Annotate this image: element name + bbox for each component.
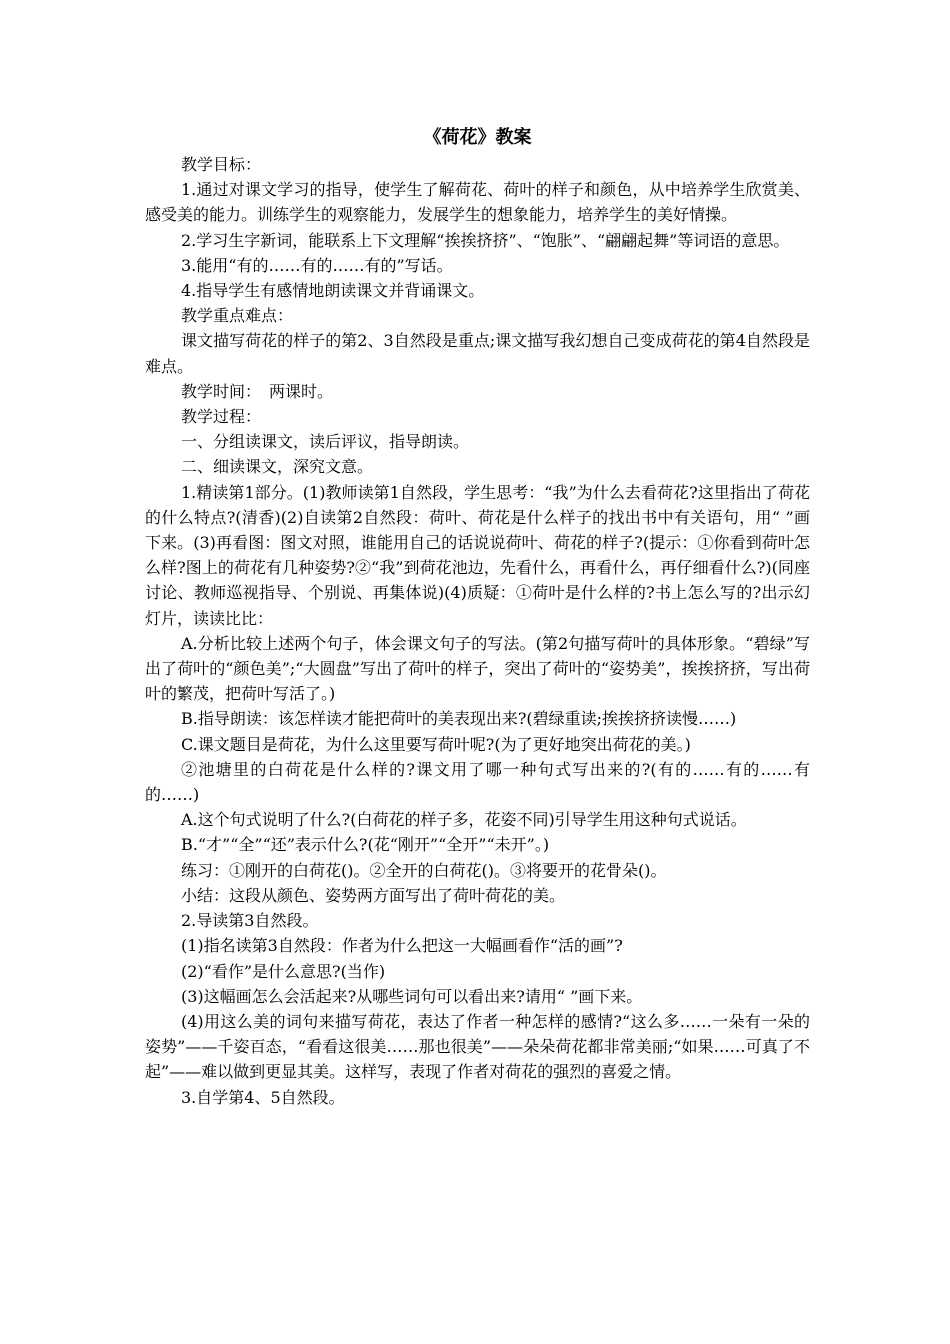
paragraph: C.课文题目是荷花，为什么这里要写荷叶呢?(为了更好地突出荷花的美。)	[181, 734, 691, 754]
paragraph: B.指导朗读：该怎样读才能把荷叶的美表现出来?(碧绿重读;挨挨挤挤读慢……)	[181, 709, 737, 729]
paragraph: (2)“看作”是什么意思?(当作)	[181, 961, 386, 981]
paragraph: 1.精读第1部分。(1)教师读第1自然段，学生思考：“我”为什么去看荷花?这里指出了荷花的什么特点?(清香)(2)自读第2自然段：荷叶、荷花是什么样子的找出书中有关语句，用“ ”画下来。(3)再看图：图文对照，谁能用自己的话说说荷叶、荷花的样子?(提示：①你看到荷叶怎么样?图上的荷花有几种姿势?②“我”到荷花池边，先看什么，再看什么，再仔细看什么?)(同座讨论、教师巡视指导、个别说、再集体说)(4)质疑：①荷叶是什么样的?书上怎么写的?出示幻灯片，读读比比：	[145, 482, 810, 628]
paragraph: 3.能用“有的……有的……有的”写话。	[181, 255, 453, 275]
paragraph: 一、分组读课文，读后评议，指导朗读。	[181, 432, 470, 452]
paragraph: (4)用这么美的词句来描写荷花，表达了作者一种怎样的感情?“这么多……一朵有一朵的姿势”——千姿百态，“看看这很美……那也很美”——朵朵荷花都非常美丽;“如果……可真了不起”——难以做到更显其美。这样写，表现了作者对荷花的强烈的喜爱之情。	[145, 1011, 810, 1082]
paragraph: 小结：这段从颜色、姿势两方面写出了荷叶荷花的美。	[181, 885, 566, 905]
document-page	[145, 118, 810, 1110]
paragraph: 练习：①刚开的白荷花()。②全开的白荷花()。③将要开的花骨朵()。	[181, 860, 667, 880]
paragraph: (3)这幅画怎么会活起来?从哪些词句可以看出来?请用“ ”画下来。	[181, 986, 643, 1006]
paragraph: 4.指导学生有感情地朗读课文并背诵课文。	[181, 281, 485, 301]
paragraph: 教学重点难点：	[181, 306, 294, 326]
paragraph: 课文描写荷花的样子的第2、3自然段是重点;课文描写我幻想自己变成荷花的第4自然段是难点。	[145, 331, 810, 376]
paragraph: B.“才”“全”“还”表示什么?(花“刚开”“全开”“未开”。)	[181, 835, 550, 855]
paragraph: 教学目标：	[181, 155, 262, 174]
paragraph: 2.学习生字新词，能联系上下文理解“挨挨挤挤”、“饱胀”、“翩翩起舞”等词语的意思。	[181, 230, 790, 250]
paragraph: A.这个句式说明了什么?(白荷花的样子多，花姿不同)引导学生用这种句式说话。	[181, 810, 747, 830]
paragraph: A.分析比较上述两个句子，体会课文句子的写法。(第2句描写荷叶的具体形象。“碧绿”写出了荷叶的“颜色美”;“大圆盘”写出了荷叶的样子，突出了荷叶的“姿势美”，挨挨挤挤，写出荷叶的繁茂，把荷叶写活了。)	[145, 633, 810, 704]
paragraph: 2.导读第3自然段。	[181, 911, 319, 931]
paragraph: 二、细读课文，深究文意。	[181, 457, 374, 477]
paragraph: 1.通过对课文学习的指导，使学生了解荷花、荷叶的样子和颜色，从中培养学生欣赏美、感受美的能力。训练学生的观察能力，发展学生的想象能力，培养学生的美好情操。	[145, 180, 810, 225]
paragraph: ②池塘里的白荷花是什么样的?课文用了哪一种句式写出来的?(有的……有的……有的……)	[145, 759, 810, 805]
document-title: 《荷花》教案	[423, 127, 532, 148]
paragraph: 教学过程：	[181, 407, 262, 427]
paragraph: 教学时间： 两课时。	[181, 381, 334, 401]
paragraph: (1)指名读第3自然段：作者为什么把这一大幅画看作“活的画”?	[181, 936, 623, 956]
paragraph: 3.自学第4、5自然段。	[181, 1087, 345, 1107]
